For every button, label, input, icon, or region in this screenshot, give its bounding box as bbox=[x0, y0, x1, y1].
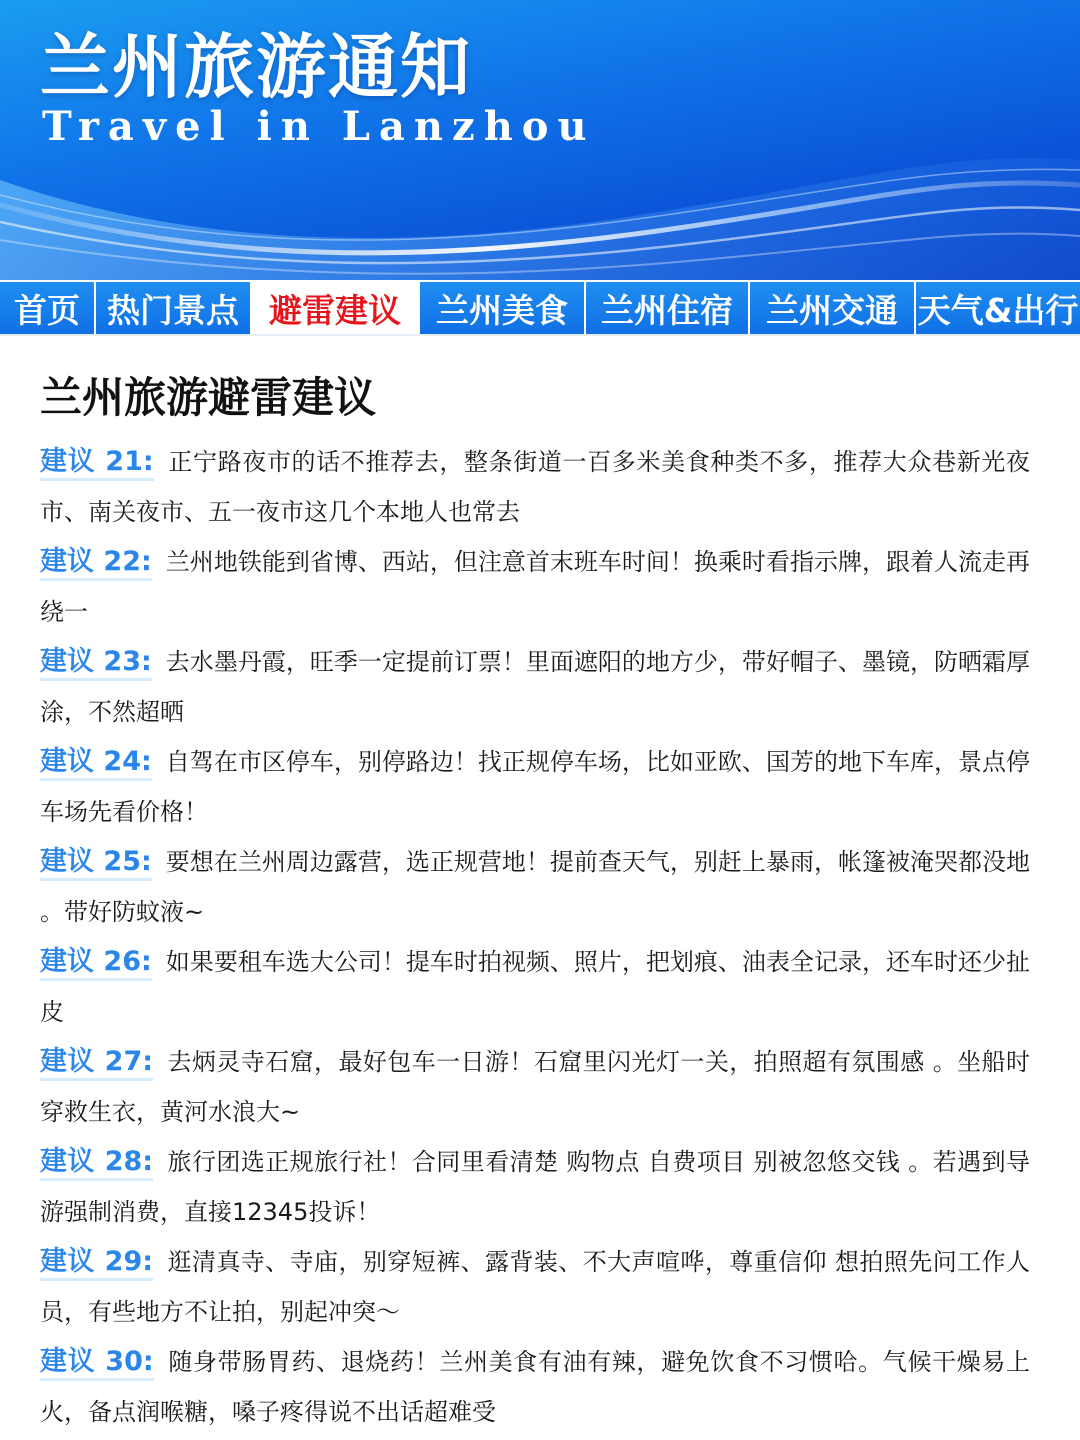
nav-item-weather[interactable]: 天气&出行 bbox=[917, 290, 1079, 330]
tip-item bbox=[40, 737, 1030, 837]
banner-subtitle: Travel in Lanzhou bbox=[42, 103, 596, 150]
tip-text: 旅行团选正规旅行社！合同里看清楚 购物点 自费项目 别被忽悠交钱 。若遇到导游强制消费，直接12345投诉！ bbox=[40, 1148, 1030, 1226]
nav-item-tips[interactable]: 避雷建议 bbox=[252, 282, 420, 334]
tip-text: 去水墨丹霞，旺季一定提前订票！里面遮阳的地方少，带好帽子、墨镜，防晒霜厚涂，不然超晒 bbox=[40, 648, 1030, 726]
tip-item bbox=[40, 537, 1030, 637]
tip-label: 建议 30: bbox=[40, 1346, 154, 1381]
tip-label: 建议 29: bbox=[40, 1246, 153, 1281]
tip-label: 建议 28: bbox=[40, 1146, 153, 1181]
tip-label: 建议 23: bbox=[40, 646, 152, 681]
tip-label: 建议 27: bbox=[40, 1046, 153, 1081]
tip-label: 建议 26: bbox=[40, 946, 152, 981]
tip-text: 要想在兰州周边露营，选正规营地！提前查天气，别赶上暴雨，帐篷被淹哭都没地 。带好防蚊液~ bbox=[40, 848, 1030, 926]
tips-list bbox=[40, 437, 1030, 1437]
tip-text: 如果要租车选大公司！提车时拍视频、照片，把划痕、油表全记录，还车时还少扯皮 bbox=[40, 948, 1030, 1026]
tip-item bbox=[40, 437, 1030, 537]
tip-label: 建议 21: bbox=[40, 446, 154, 481]
tip-label: 建议 25: bbox=[40, 846, 152, 881]
tip-text: 去炳灵寺石窟，最好包车一日游！石窟里闪光灯一关，拍照超有氛围感 。坐船时穿救生衣，黄河水浪大~ bbox=[40, 1048, 1030, 1126]
nav-item-hotels[interactable]: 兰州住宿 bbox=[586, 282, 750, 334]
tip-text: 自驾在市区停车，别停路边！找正规停车场，比如亚欧、国芳的地下车库，景点停车场先看价格！ bbox=[40, 748, 1030, 826]
tip-item bbox=[40, 1037, 1030, 1137]
nav-item-home[interactable]: 首页 bbox=[0, 282, 96, 334]
tip-item bbox=[40, 1137, 1030, 1237]
nav-item-food[interactable]: 兰州美食 bbox=[420, 282, 586, 334]
tip-label: 建议 24: bbox=[40, 746, 152, 781]
tip-item bbox=[40, 637, 1030, 737]
tip-label: 建议 22: bbox=[40, 546, 152, 581]
tip-item bbox=[40, 1337, 1030, 1437]
banner-title: 兰州旅游通知 bbox=[40, 26, 472, 108]
nav-bar bbox=[0, 280, 1080, 336]
tip-item bbox=[40, 837, 1030, 937]
nav-item-attractions[interactable]: 热门景点 bbox=[96, 282, 252, 334]
tip-text: 随身带肠胃药、退烧药！兰州美食有油有辣，避免饮食不习惯哈。气候干燥易上火，备点润喉糖，嗓子疼得说不出话超难受 bbox=[40, 1348, 1030, 1426]
tip-item bbox=[40, 937, 1030, 1037]
tip-text: 正宁路夜市的话不推荐去，整条街道一百多米美食种类不多，推荐大众巷新光夜市、南关夜市、五一夜市这几个本地人也常去 bbox=[40, 448, 1030, 526]
section-title: 兰州旅游避雷建议 bbox=[40, 373, 377, 422]
header-banner bbox=[0, 0, 1080, 280]
tip-text: 兰州地铁能到省博、西站，但注意首末班车时间！换乘时看指示牌，跟着人流走再绕一 bbox=[40, 548, 1030, 626]
tip-item bbox=[40, 1237, 1030, 1337]
nav-item-transport[interactable]: 兰州交通 bbox=[750, 282, 916, 334]
tip-text: 逛清真寺、寺庙，别穿短裤、露背装、不大声喧哗，尊重信仰 想拍照先问工作人员，有些地方不让拍，别起冲突～ bbox=[40, 1248, 1030, 1326]
